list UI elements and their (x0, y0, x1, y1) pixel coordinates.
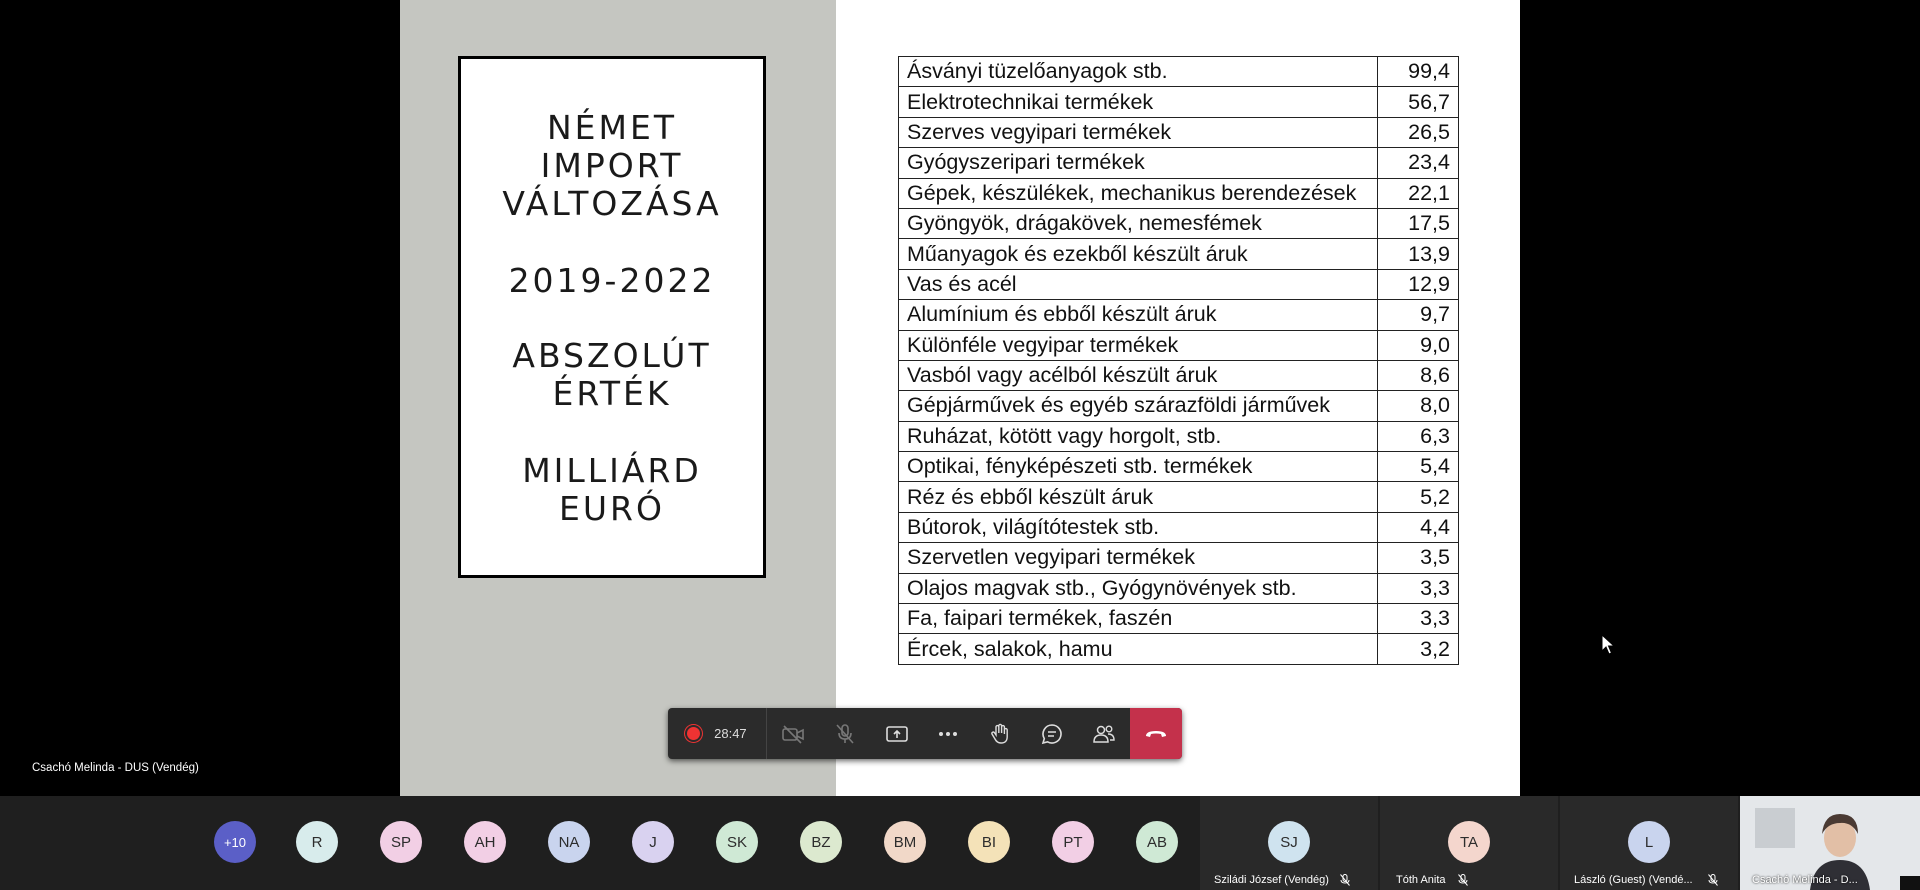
table-cell-category: Gyógyszeripari termékek (899, 148, 1378, 178)
slide-title-unit: MILLIÁRD EURÓ (522, 451, 702, 528)
table-cell-value: 26,5 (1378, 117, 1459, 147)
slide-title-years: 2019-2022 (508, 261, 716, 300)
recording-icon (687, 727, 700, 740)
camera-off-button[interactable] (767, 708, 819, 759)
slide-title-line-1: NÉMET IMPORT VÁLTOZÁSA (502, 108, 722, 223)
table-cell-category: Vas és acél (899, 269, 1378, 299)
table-cell-value: 56,7 (1378, 87, 1459, 117)
table-cell-value: 3,3 (1378, 604, 1459, 634)
table-cell-category: Ruházat, kötött vagy horgolt, stb. (899, 421, 1378, 451)
presenter-name-label: Csachó Melinda - DUS (Vendég) (32, 762, 199, 774)
mic-off-button[interactable] (819, 708, 871, 759)
table-cell-value: 3,3 (1378, 573, 1459, 603)
table-cell-value: 8,6 (1378, 360, 1459, 390)
mic-off-icon (1458, 874, 1468, 886)
table-row (899, 482, 1459, 512)
table-cell-category: Alumínium és ebből készült áruk (899, 300, 1378, 330)
table-cell-category: Vasból vagy acélból készült áruk (899, 360, 1378, 390)
slide-title-panel (400, 0, 836, 796)
table-cell-category: Műanyagok és ezekből készült áruk (899, 239, 1378, 269)
table-cell-value: 6,3 (1378, 421, 1459, 451)
meeting-control-bar (668, 708, 1182, 759)
people-icon (1092, 724, 1116, 744)
table-cell-category: Ércek, salakok, hamu (899, 634, 1378, 664)
participant-avatar[interactable]: NA (548, 821, 590, 863)
table-cell-category: Elektrotechnikai termékek (899, 87, 1378, 117)
table-row (899, 300, 1459, 330)
participant-name: László (Guest) (Vendé... (1574, 874, 1693, 886)
table-row (899, 57, 1459, 87)
table-cell-value: 99,4 (1378, 57, 1459, 87)
avatar: TA (1448, 821, 1490, 863)
presentation-slide (400, 0, 1520, 796)
participant-avatar[interactable]: AB (1136, 821, 1178, 863)
participant-avatar[interactable]: AH (464, 821, 506, 863)
table-cell-value: 3,5 (1378, 543, 1459, 573)
table-row (899, 117, 1459, 147)
table-cell-category: Olajos magvak stb., Gyógynövények stb. (899, 573, 1378, 603)
table-cell-value: 3,2 (1378, 634, 1459, 664)
camera-off-icon (781, 724, 805, 744)
table-row (899, 87, 1459, 117)
table-row (899, 208, 1459, 238)
table-row (899, 148, 1459, 178)
table-cell-category: Optikai, fényképészeti stb. termékek (899, 452, 1378, 482)
participant-name: Sziládi József (Vendég) (1214, 874, 1329, 886)
recording-timer: 28:47 (714, 726, 747, 741)
slide-title-box (458, 56, 766, 578)
chat-icon (1041, 723, 1063, 745)
participant-tile-l[interactable] (1560, 796, 1738, 890)
self-video-tile[interactable] (1740, 796, 1920, 890)
share-screen-button[interactable] (871, 708, 923, 759)
recording-indicator (668, 708, 767, 759)
table-cell-category: Gyöngyök, drágakövek, nemesfémek (899, 208, 1378, 238)
slide-title-line-3: ABSZOLÚT ÉRTÉK (512, 336, 712, 413)
table-row (899, 573, 1459, 603)
table-cell-value: 23,4 (1378, 148, 1459, 178)
more-icon (938, 731, 958, 737)
overflow-participants-button[interactable]: +10 (214, 821, 256, 863)
table-row (899, 360, 1459, 390)
table-cell-value: 4,4 (1378, 512, 1459, 542)
leave-call-button[interactable] (1130, 708, 1182, 759)
table-row (899, 421, 1459, 451)
participant-avatar[interactable]: PT (1052, 821, 1094, 863)
table-cell-category: Gépjárművek és egyéb szárazföldi járművek (899, 391, 1378, 421)
participant-strip (0, 796, 1920, 890)
table-cell-value: 12,9 (1378, 269, 1459, 299)
table-cell-category: Szervetlen vegyipari termékek (899, 543, 1378, 573)
mic-off-icon (835, 723, 855, 745)
participant-avatar[interactable]: BZ (800, 821, 842, 863)
mic-off-icon (1708, 874, 1718, 886)
table-row (899, 604, 1459, 634)
table-cell-category: Fa, faipari termékek, faszén (899, 604, 1378, 634)
table-cell-value: 9,0 (1378, 330, 1459, 360)
import-change-table (898, 56, 1459, 665)
table-row (899, 178, 1459, 208)
table-cell-category: Különféle vegyipar termékek (899, 330, 1378, 360)
participant-avatar[interactable]: SP (380, 821, 422, 863)
hand-icon (990, 723, 1010, 745)
avatar: L (1628, 821, 1670, 863)
table-row (899, 269, 1459, 299)
table-cell-category: Bútorok, világítótestek stb. (899, 512, 1378, 542)
participants-button[interactable] (1078, 708, 1130, 759)
table-cell-value: 17,5 (1378, 208, 1459, 238)
table-row (899, 391, 1459, 421)
participant-name: Tóth Anita (1396, 874, 1446, 886)
table-row (899, 452, 1459, 482)
table-row (899, 239, 1459, 269)
raise-hand-button[interactable] (974, 708, 1026, 759)
mouse-cursor-icon (1601, 634, 1615, 656)
table-cell-value: 22,1 (1378, 178, 1459, 208)
table-cell-value: 13,9 (1378, 239, 1459, 269)
participant-avatar[interactable]: BI (968, 821, 1010, 863)
hang-up-icon (1144, 729, 1168, 739)
table-row (899, 543, 1459, 573)
more-options-button[interactable] (923, 708, 975, 759)
participant-tile-ta[interactable] (1380, 796, 1558, 890)
avatar: SJ (1268, 821, 1310, 863)
table-cell-value: 5,4 (1378, 452, 1459, 482)
chat-button[interactable] (1026, 708, 1078, 759)
table-row (899, 330, 1459, 360)
table-cell-value: 9,7 (1378, 300, 1459, 330)
table-cell-value: 8,0 (1378, 391, 1459, 421)
participant-tile-sj[interactable] (1200, 796, 1378, 890)
mic-off-icon (1340, 874, 1350, 886)
table-cell-category: Ásványi tüzelőanyagok stb. (899, 57, 1378, 87)
table-cell-category: Réz és ebből készült áruk (899, 482, 1378, 512)
table-cell-value: 5,2 (1378, 482, 1459, 512)
table-row (899, 512, 1459, 542)
participant-avatar[interactable]: SK (716, 821, 758, 863)
participant-avatar[interactable]: J (632, 821, 674, 863)
table-cell-category: Szerves vegyipari termékek (899, 117, 1378, 147)
participant-avatar[interactable]: BM (884, 821, 926, 863)
self-name-label: Csachó Melinda - D... (1752, 874, 1858, 886)
share-screen-icon (886, 725, 908, 743)
table-row (899, 634, 1459, 664)
table-cell-category: Gépek, készülékek, mechanikus berendezések (899, 178, 1378, 208)
participant-avatar[interactable]: R (296, 821, 338, 863)
